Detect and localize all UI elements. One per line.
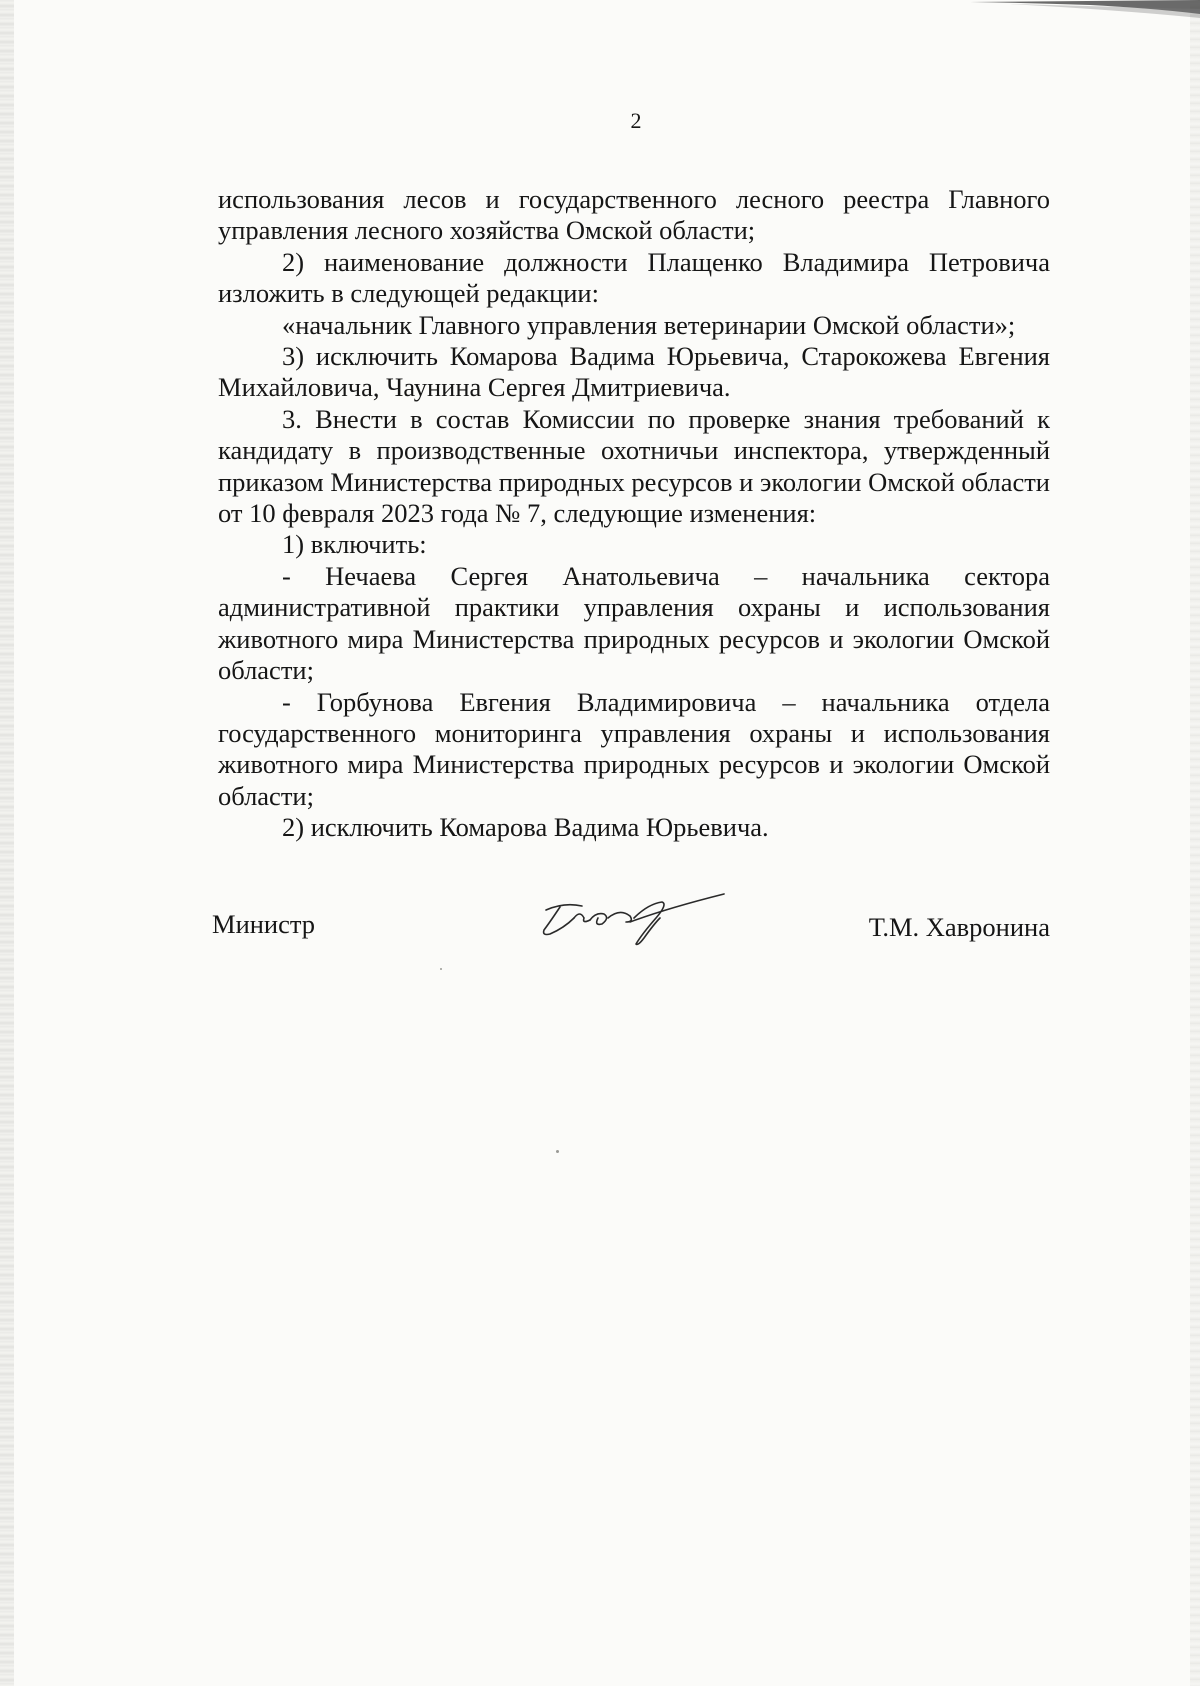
paragraph: - Нечаева Сергея Анатольевича – начальника сектора <box>282 560 1050 591</box>
scan-edge-left <box>0 0 14 1686</box>
paragraph: 2) наименование должности Плащенко Владимира Петровича изложить в следующей редакции: <box>218 246 1050 309</box>
paragraph: 3) исключить Комарова Вадима Юрьевича, Старокожева Евгения Михайловича, Чаунина Сергея Дмитриевича. <box>218 341 1050 403</box>
scan-corner-shadow <box>970 0 1200 22</box>
paragraph: 1) включить: <box>282 529 427 560</box>
scan-speck <box>440 968 442 970</box>
paragraph: 2) исключить Комарова Вадима Юрьевича. <box>282 812 769 843</box>
signatory-title: Министр <box>212 909 316 939</box>
paragraph: - Горбунова Евгения Владимировича – начальника отдела государственного мониторинга управления охраны и использования животного мира Министерства природных ресурсов и экологии Омской области; <box>218 686 1050 811</box>
paragraph: «начальник Главного управления ветеринарии Омской области»; <box>282 309 1016 340</box>
paragraph: административной практики управления охраны и использования животного мира Министерства природных ресурсов и экологии Омской области; <box>218 592 1050 686</box>
paragraph: 3. Внести в состав Комиссии по проверке знания требований к кандидату в производственные охотничьи инспектора, утвержденный приказом Министерства природных ресурсов и экологии Омской области от 10 февраля 2023 года № 7, следующие изменения: <box>218 403 1050 529</box>
scan-edge-right <box>1190 0 1200 1686</box>
handwritten-signature-icon <box>538 888 728 948</box>
signature-block <box>0 888 1200 998</box>
page-number: 2 <box>630 108 642 133</box>
document-body <box>218 184 1050 844</box>
scan-speck <box>556 1150 559 1153</box>
paragraph: использования лесов и государственного лесного реестра Главного управления лесного хозяйства Омской области; <box>218 184 1050 246</box>
signatory-name: Т.М. Хавронина <box>868 912 1050 942</box>
